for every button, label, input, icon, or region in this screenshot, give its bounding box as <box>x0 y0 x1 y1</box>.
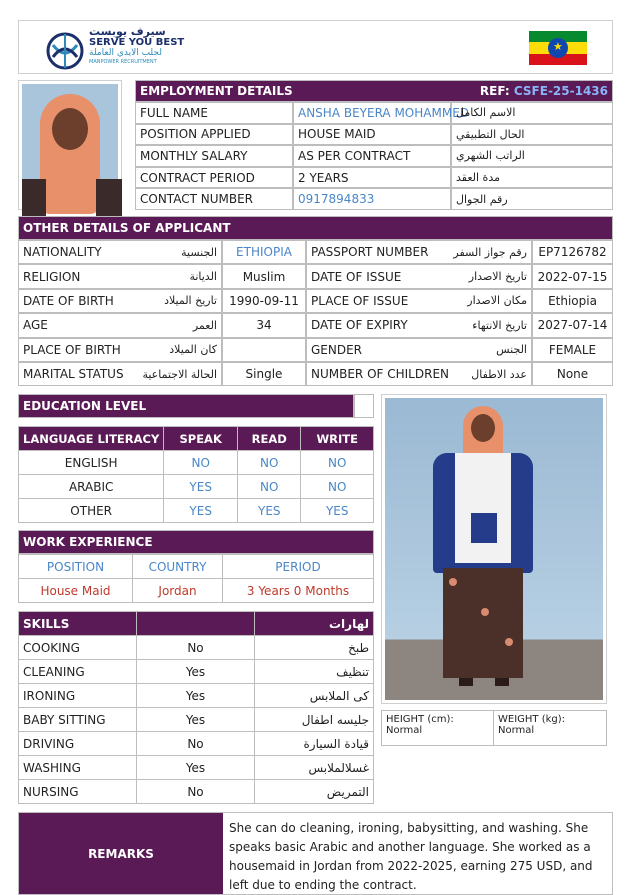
language-header-cell: WRITE <box>301 427 374 451</box>
skill-name: DRIVING <box>19 732 137 756</box>
table-row <box>19 660 374 684</box>
other-value-left: ETHIOPIA <box>222 240 306 264</box>
table-row <box>19 579 374 603</box>
other-label-left: NATIONALITY الجنسية <box>18 240 222 264</box>
height-value: Normal <box>386 725 423 736</box>
employment-value: 0917894833 <box>293 188 451 210</box>
skill-name: BABY SITTING <box>19 708 137 732</box>
applicant-full-body-photo <box>381 394 607 704</box>
table-row <box>135 167 613 189</box>
logo-name: SERVE YOU BEST <box>89 37 185 48</box>
ethiopia-flag-icon: ★ <box>529 31 587 65</box>
skill-value: No <box>137 732 255 756</box>
height-cell <box>382 711 494 745</box>
skills-table <box>18 611 374 804</box>
skill-name-ar: غسلالملابس <box>255 756 374 780</box>
employment-label: CONTACT NUMBER <box>135 188 293 210</box>
logo-globe-icon <box>45 31 85 71</box>
employment-value: AS PER CONTRACT <box>293 145 451 167</box>
skill-name-ar: قيادة السيارة <box>255 732 374 756</box>
language-lang: ENGLISH <box>19 451 164 475</box>
table-row <box>135 102 613 124</box>
skill-name: NURSING <box>19 780 137 804</box>
company-logo <box>45 25 185 71</box>
table-row <box>18 362 613 386</box>
language-write: NO <box>301 451 374 475</box>
table-row <box>19 780 374 804</box>
skill-value: No <box>137 636 255 660</box>
logo-arabic-sub: لجلب الايدي العاملة <box>89 48 162 58</box>
remarks-text: She can do cleaning, ironing, babysitting, and washing. She speaks basic Arabic and another language. She worked as a housemaid in Jordan from 2022-2025, earning 275 USD, and left due to ending the contract. <box>229 821 593 892</box>
employment-label-ar: رقم الجوال <box>451 188 613 210</box>
table-row <box>18 264 613 288</box>
table-row <box>18 313 613 337</box>
employment-label: FULL NAME <box>135 102 293 124</box>
employment-rows <box>135 102 613 210</box>
table-row <box>19 499 374 523</box>
language-lang: OTHER <box>19 499 164 523</box>
skill-name-ar: طبخ <box>255 636 374 660</box>
work-header-cell: PERIOD <box>223 555 374 579</box>
skill-name-ar: تنظيف <box>255 660 374 684</box>
other-label-left: RELIGION الديانة <box>18 264 222 288</box>
language-write: NO <box>301 475 374 499</box>
table-row <box>19 756 374 780</box>
employment-label: MONTHLY SALARY <box>135 145 293 167</box>
employment-label: POSITION APPLIED <box>135 124 293 146</box>
employment-label-ar: الحال التطبيقي <box>451 124 613 146</box>
work-position: House Maid <box>19 579 133 603</box>
skill-value: Yes <box>137 708 255 732</box>
skills-header <box>19 612 374 636</box>
applicant-portrait-photo <box>18 80 122 210</box>
height-label: HEIGHT (cm): <box>386 714 454 725</box>
measurements-box <box>381 710 607 746</box>
other-value-right: None <box>532 362 613 386</box>
skill-name: IRONING <box>19 684 137 708</box>
other-details-header: OTHER DETAILS OF APPLICANT <box>18 216 613 240</box>
work-country: Jordan <box>133 579 223 603</box>
work-table-header <box>19 555 374 579</box>
other-value-right: 2022-07-15 <box>532 264 613 288</box>
employment-value: HOUSE MAID <box>293 124 451 146</box>
other-value-left: 1990-09-11 <box>222 289 306 313</box>
table-row <box>19 708 374 732</box>
other-label-right: NUMBER OF CHILDREN عدد الاطفال <box>306 362 532 386</box>
other-value-left: Muslim <box>222 264 306 288</box>
table-row <box>135 124 613 146</box>
other-label-right: PASSPORT NUMBER رقم جواز السفر <box>306 240 532 264</box>
table-row <box>135 188 613 210</box>
other-value-left <box>222 338 306 362</box>
education-section <box>18 394 374 523</box>
other-value-left: 34 <box>222 313 306 337</box>
work-period: 3 Years 0 Months <box>223 579 374 603</box>
weight-label: WEIGHT (kg): <box>498 714 566 725</box>
work-experience-section <box>18 530 374 603</box>
other-label-right: PLACE OF ISSUE مكان الاصدار <box>306 289 532 313</box>
employment-value: ANSHA BEYERA MOHAMMED <box>293 102 451 124</box>
work-header-cell: COUNTRY <box>133 555 223 579</box>
other-label-right: GENDER الجنس <box>306 338 532 362</box>
skill-name: COOKING <box>19 636 137 660</box>
table-row <box>18 338 613 362</box>
other-value-right: FEMALE <box>532 338 613 362</box>
language-header-cell: SPEAK <box>164 427 238 451</box>
education-header: EDUCATION LEVEL <box>18 394 354 418</box>
employment-label-ar: مدة العقد <box>451 167 613 189</box>
other-details-section <box>18 216 613 386</box>
employment-label-ar: الراتب الشهري <box>451 145 613 167</box>
language-read: YES <box>238 499 301 523</box>
work-table <box>18 554 374 603</box>
employment-details-title: EMPLOYMENT DETAILS <box>140 84 293 98</box>
language-table <box>18 426 374 523</box>
table-row <box>19 684 374 708</box>
other-label-left: AGE العمر <box>18 313 222 337</box>
other-details-rows <box>18 240 613 386</box>
other-label-right: DATE OF EXPIRY تاريخ الانتهاء <box>306 313 532 337</box>
table-row <box>19 451 374 475</box>
language-speak: YES <box>164 475 238 499</box>
skill-name: CLEANING <box>19 660 137 684</box>
other-label-left: MARITAL STATUS الحالة الاجتماعية <box>18 362 222 386</box>
employment-details-section <box>135 80 613 210</box>
language-read: NO <box>238 475 301 499</box>
table-row <box>18 289 613 313</box>
work-header-cell: POSITION <box>19 555 133 579</box>
language-speak: YES <box>164 499 238 523</box>
skill-value: No <box>137 780 255 804</box>
skills-title-ar: لهارات <box>255 612 374 636</box>
employment-label: CONTRACT PERIOD <box>135 167 293 189</box>
language-speak: NO <box>164 451 238 475</box>
skill-name-ar: كى الملابس <box>255 684 374 708</box>
skills-section <box>18 611 374 804</box>
table-row <box>135 145 613 167</box>
language-header-cell: READ <box>238 427 301 451</box>
logo-tagline: MANPOWER RECRUITMENT <box>89 59 157 65</box>
table-row <box>19 636 374 660</box>
ref-value: CSFE-25-1436 <box>513 84 608 98</box>
employment-value: 2 YEARS <box>293 167 451 189</box>
employment-label-ar: الاسم الكامل <box>451 102 613 124</box>
other-label-left: PLACE OF BIRTH كان الميلاد <box>18 338 222 362</box>
other-label-right: DATE OF ISSUE تاريخ الاصدار <box>306 264 532 288</box>
other-value-left: Single <box>222 362 306 386</box>
other-label-left: DATE OF BIRTH تاريخ الميلاد <box>18 289 222 313</box>
language-header-cell: LANGUAGE LITERACY <box>19 427 164 451</box>
skill-value: Yes <box>137 684 255 708</box>
other-value-right: Ethiopia <box>532 289 613 313</box>
language-write: YES <box>301 499 374 523</box>
table-row <box>19 475 374 499</box>
skill-name: WASHING <box>19 756 137 780</box>
skill-value: Yes <box>137 660 255 684</box>
work-experience-header: WORK EXPERIENCE <box>18 530 374 554</box>
employment-details-header <box>135 80 613 102</box>
education-header-blank <box>354 394 374 418</box>
skill-name-ar: جليسه اطفال <box>255 708 374 732</box>
remarks-section <box>18 812 613 895</box>
other-value-right: EP7126782 <box>532 240 613 264</box>
skill-name-ar: التمريض <box>255 780 374 804</box>
table-row <box>18 240 613 264</box>
language-lang: ARABIC <box>19 475 164 499</box>
language-read: NO <box>238 451 301 475</box>
header-bar <box>18 20 613 74</box>
weight-value: Normal <box>498 725 535 736</box>
skill-value: Yes <box>137 756 255 780</box>
remarks-title: REMARKS <box>19 813 223 894</box>
ref-number: REF: CSFE-25-1436 <box>479 84 608 98</box>
other-value-right: 2027-07-14 <box>532 313 613 337</box>
language-table-header <box>19 427 374 451</box>
logo-arabic: سيرف يوبست <box>89 25 166 38</box>
table-row <box>19 732 374 756</box>
weight-cell <box>494 711 606 745</box>
skills-title: SKILLS <box>19 612 137 636</box>
